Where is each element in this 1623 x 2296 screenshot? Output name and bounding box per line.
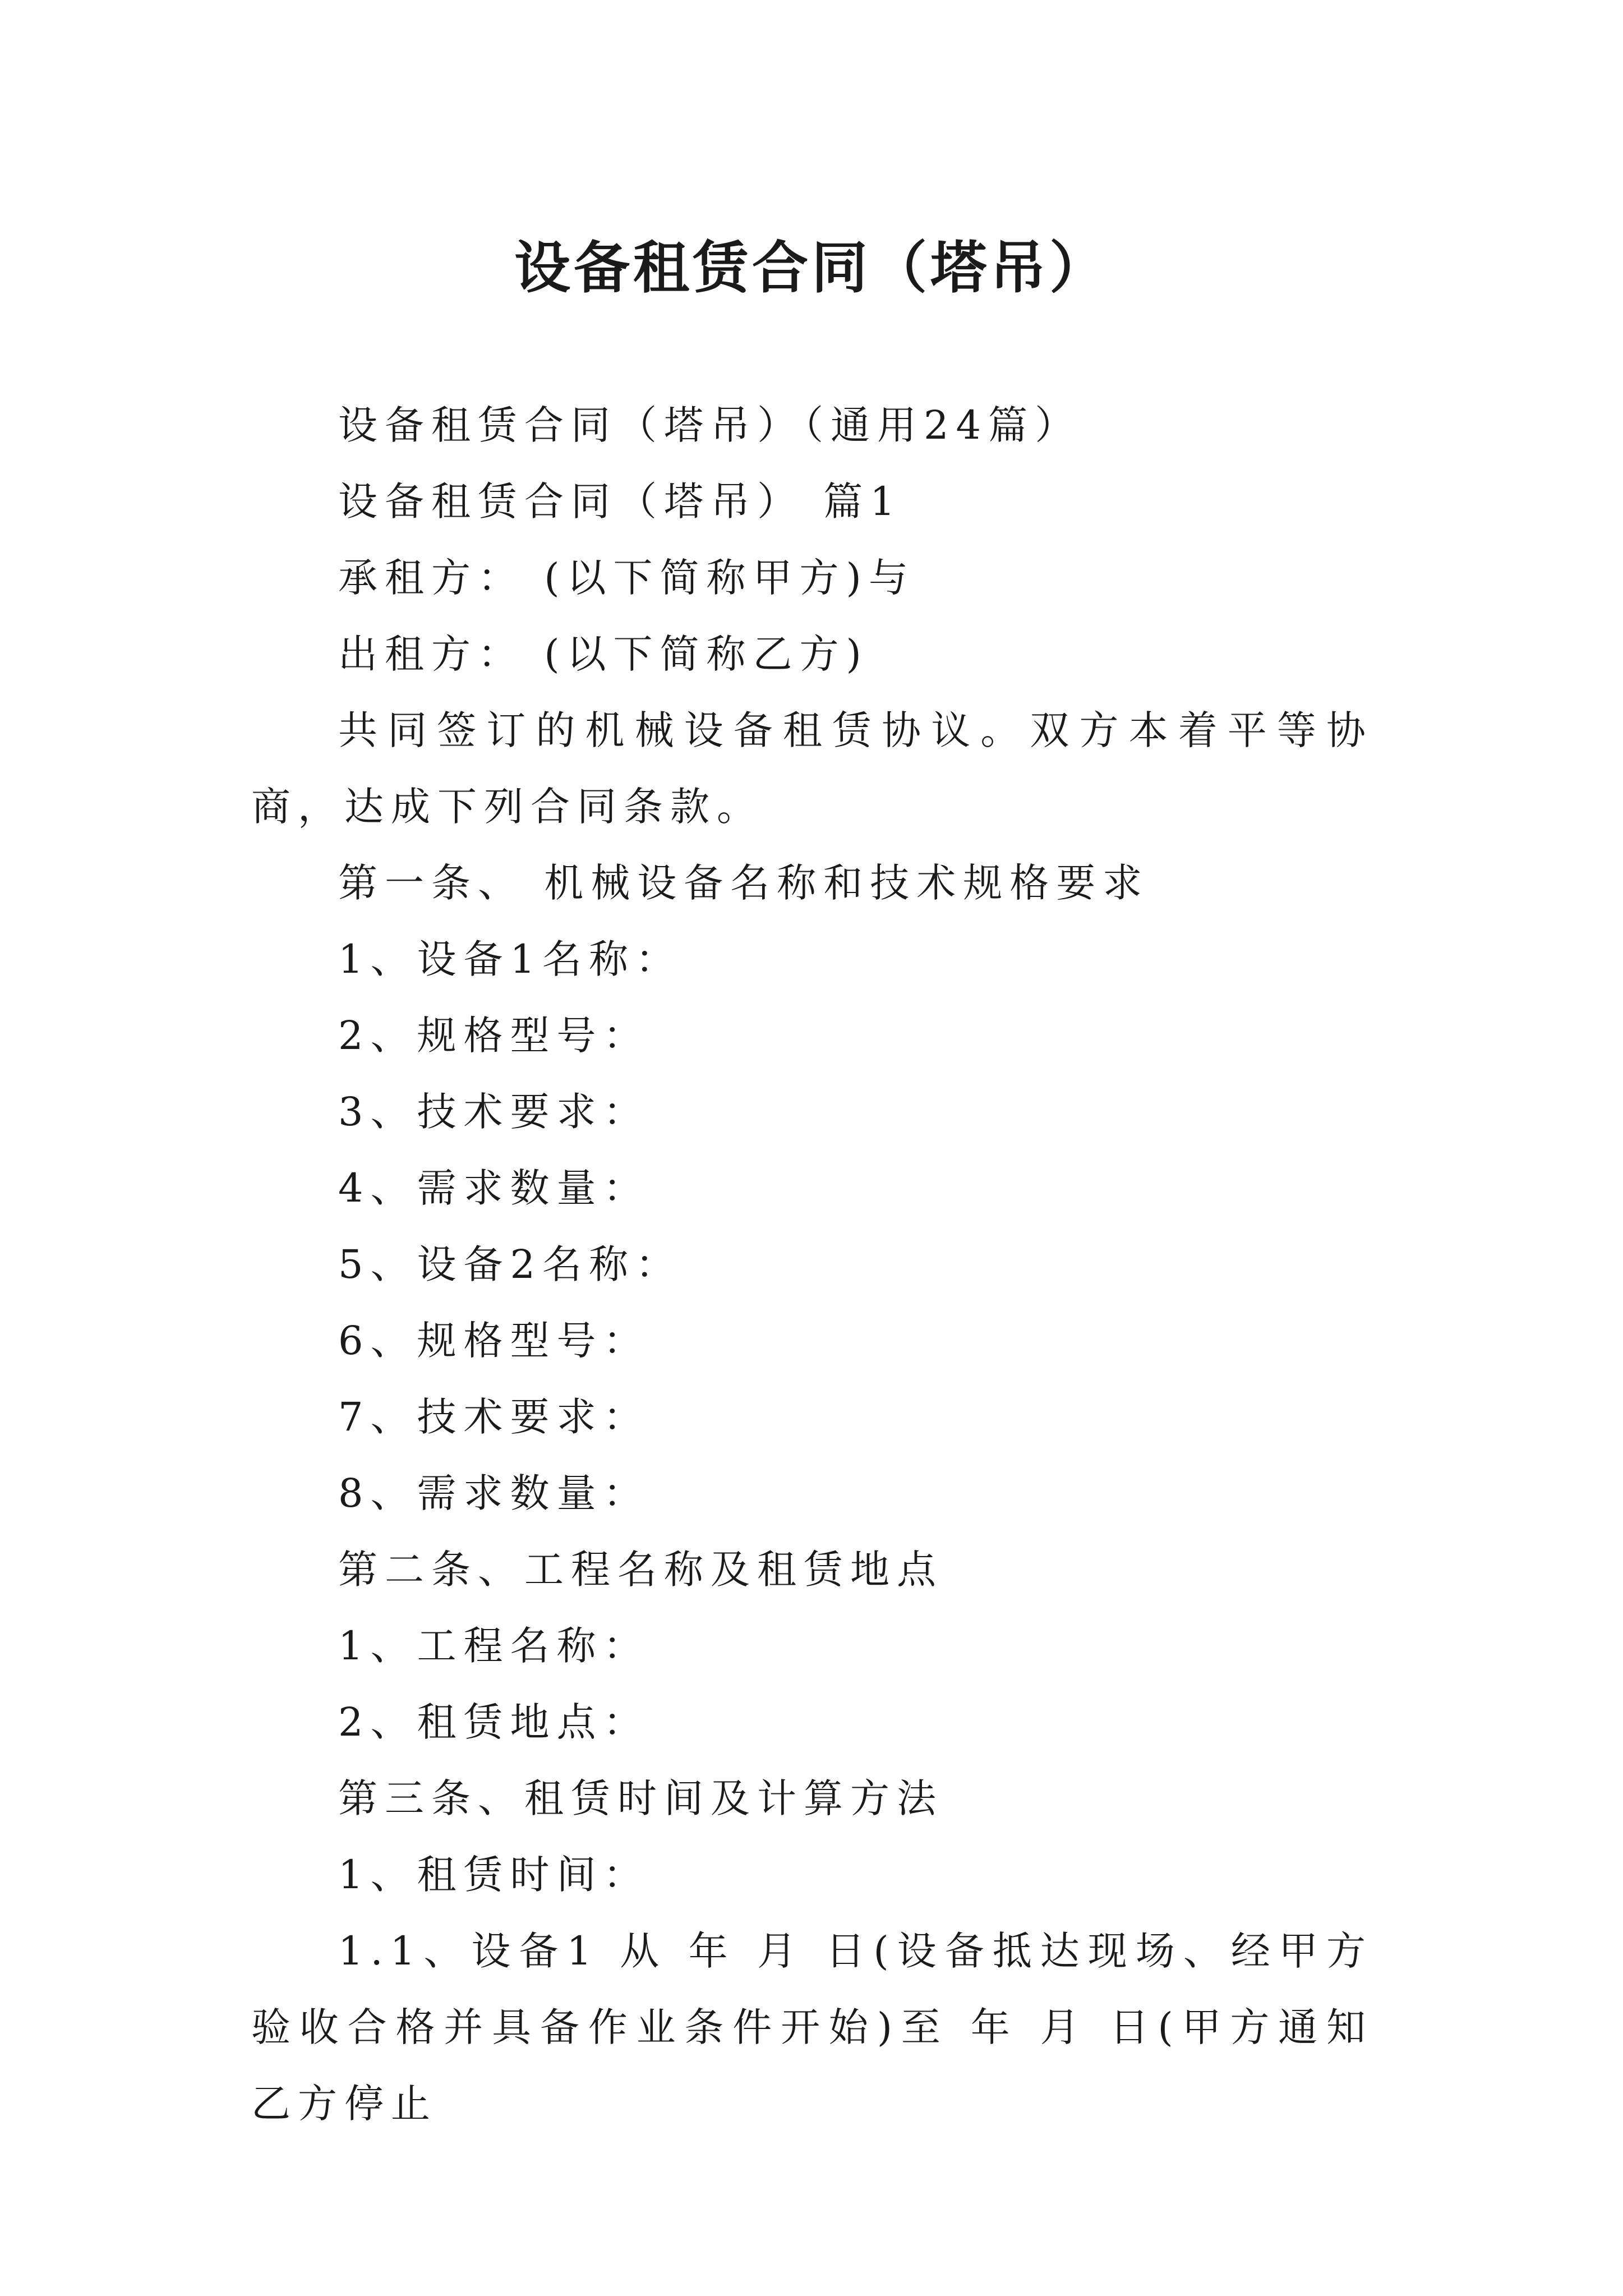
paragraph: 1.1、设备1 从 年 月 日(设备抵达现场、经甲方验收合格并具备作业条件开始)至 年 月 日(甲方通知乙方停止 — [251, 1928, 1373, 2127]
paragraph: 1、租赁时间： — [338, 1852, 650, 1898]
document-body — [251, 387, 1373, 2142]
paragraph: 2、租赁地点： — [338, 1699, 650, 1745]
paragraph: 设备租赁合同（塔吊）（通用24篇） — [338, 402, 1082, 448]
paragraph: 共同签订的机械设备租赁协议。双方本着平等协商，达成下列合同条款。 — [251, 707, 1373, 830]
paragraph: 4、需求数量： — [338, 1165, 650, 1211]
paragraph: 第二条、工程名称及租赁地点 — [338, 1547, 943, 1593]
paragraph: 6、规格型号： — [338, 1318, 650, 1364]
paragraph: 5、设备2名称： — [338, 1241, 683, 1287]
paragraph: 第三条、租赁时间及计算方法 — [338, 1775, 943, 1821]
paragraph: 设备租赁合同（塔吊） 篇1 — [338, 478, 902, 524]
paragraph: 承租方： (以下简称甲方)与 — [338, 555, 915, 601]
paragraph: 1、设备1名称： — [338, 936, 683, 982]
paragraph: 3、技术要求： — [338, 1089, 650, 1135]
paragraph: 2、规格型号： — [338, 1013, 650, 1059]
paragraph: 7、技术要求： — [338, 1394, 650, 1440]
paragraph: 出租方： (以下简称乙方) — [338, 631, 869, 677]
document-title: 设备租赁合同（塔吊） — [514, 234, 1109, 301]
paragraph: 8、需求数量： — [338, 1470, 650, 1516]
paragraph: 1、工程名称： — [338, 1623, 650, 1669]
paragraph: 第一条、 机械设备名称和技术规格要求 — [338, 860, 1150, 906]
